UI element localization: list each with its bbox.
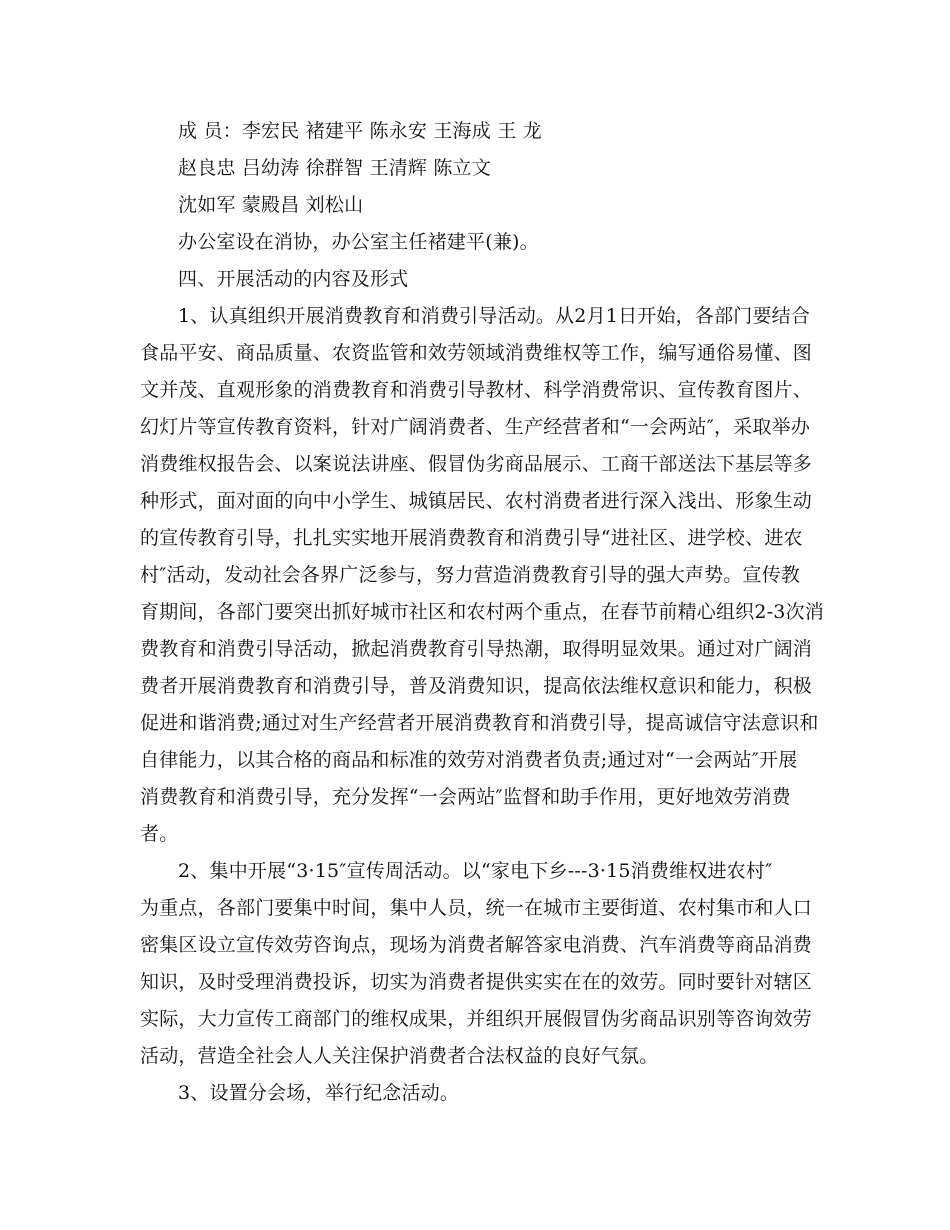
paragraph-1-line: 费教育和消费引导活动，掀起消费教育引导热潮，取得明显效果。通过对广阔消	[140, 638, 813, 660]
paragraph-1-line: 费者开展消费教育和消费引导，普及消费知识，提高依法维权意识和能力，积极	[140, 675, 813, 697]
paragraph-1-line: 的宣传教育引导，扎扎实实地开展消费教育和消费引导“进社区、进学校、进农	[140, 527, 803, 549]
paragraph-2-line: 为重点，各部门要集中时间，集中人员，统一在城市主要街道、农村集市和人口	[140, 897, 813, 919]
paragraph-1-line: 村″活动，发动社会各界广泛参与，努力营造消费教育引导的强大声势。宣传教	[140, 564, 801, 586]
paragraph-1-line: 促进和谐消费;通过对生产经营者开展消费教育和消费引导，提高诚信守法意识和	[140, 712, 819, 734]
members-line-2: 赵良忠 吕幼涛 徐群智 王清辉 陈立文	[178, 157, 491, 179]
paragraph-1-line: 文并茂、直观形象的消费教育和消费引导教材、科学消费常识、宣传教育图片、	[140, 379, 813, 401]
paragraph-1-line: 消费维权报告会、以案说法讲座、假冒伪劣商品展示、工商干部送法下基层等多	[140, 453, 813, 475]
paragraph-2-line: 实际，大力宣传工商部门的维权成果，并组织开展假冒伪劣商品识别等咨询效劳	[140, 1008, 813, 1030]
paragraph-2-line: 2、集中开展“3·15″宣传周活动。以“家电下乡---3·15消费维权进农村″	[178, 860, 773, 882]
office-line: 办公室设在消协，办公室主任褚建平(兼)。	[178, 231, 539, 253]
members-line-3: 沈如军 蒙殿昌 刘松山	[178, 194, 364, 216]
paragraph-1-line: 消费教育和消费引导，充分发挥“一会两站″监督和助手作用，更好地效劳消费	[140, 786, 791, 808]
paragraph-1-line: 种形式，面对面的向中小学生、城镇居民、农村消费者进行深入浅出、形象生动	[140, 490, 813, 512]
paragraph-1-line: 育期间，各部门要突出抓好城市社区和农村两个重点，在春节前精心组织2-3次消	[140, 601, 824, 623]
paragraph-1-line: 者。	[140, 823, 179, 845]
paragraph-1-line: 1、认真组织开展消费教育和消费引导活动。从2月1日开始，各部门要结合	[178, 305, 811, 327]
paragraph-3-line: 3、设置分会场，举行纪念活动。	[178, 1082, 460, 1104]
paragraph-1-line: 自律能力，以其合格的商品和标准的效劳对消费者负责;通过对“一会两站″开展	[140, 749, 798, 771]
paragraph-2-line: 活动，营造全社会人人关注保护消费者合法权益的良好气氛。	[140, 1045, 659, 1067]
paragraph-2-line: 密集区设立宣传效劳咨询点，现场为消费者解答家电消费、汽车消费等商品消费	[140, 934, 813, 956]
paragraph-1-line: 幻灯片等宣传教育资料，针对广阔消费者、生产经营者和“一会两站″，采取举办	[140, 416, 811, 438]
section-heading: 四、开展活动的内容及形式	[178, 268, 409, 290]
members-line-1: 成 员：李宏民 褚建平 陈永安 王海成 王 龙	[178, 120, 542, 142]
paragraph-2-line: 知识，及时受理消费投诉，切实为消费者提供实实在在的效劳。同时要针对辖区	[140, 971, 813, 993]
paragraph-1-line: 食品平安、商品质量、农资监管和效劳领域消费维权等工作，编写通俗易懂、图	[140, 342, 813, 364]
